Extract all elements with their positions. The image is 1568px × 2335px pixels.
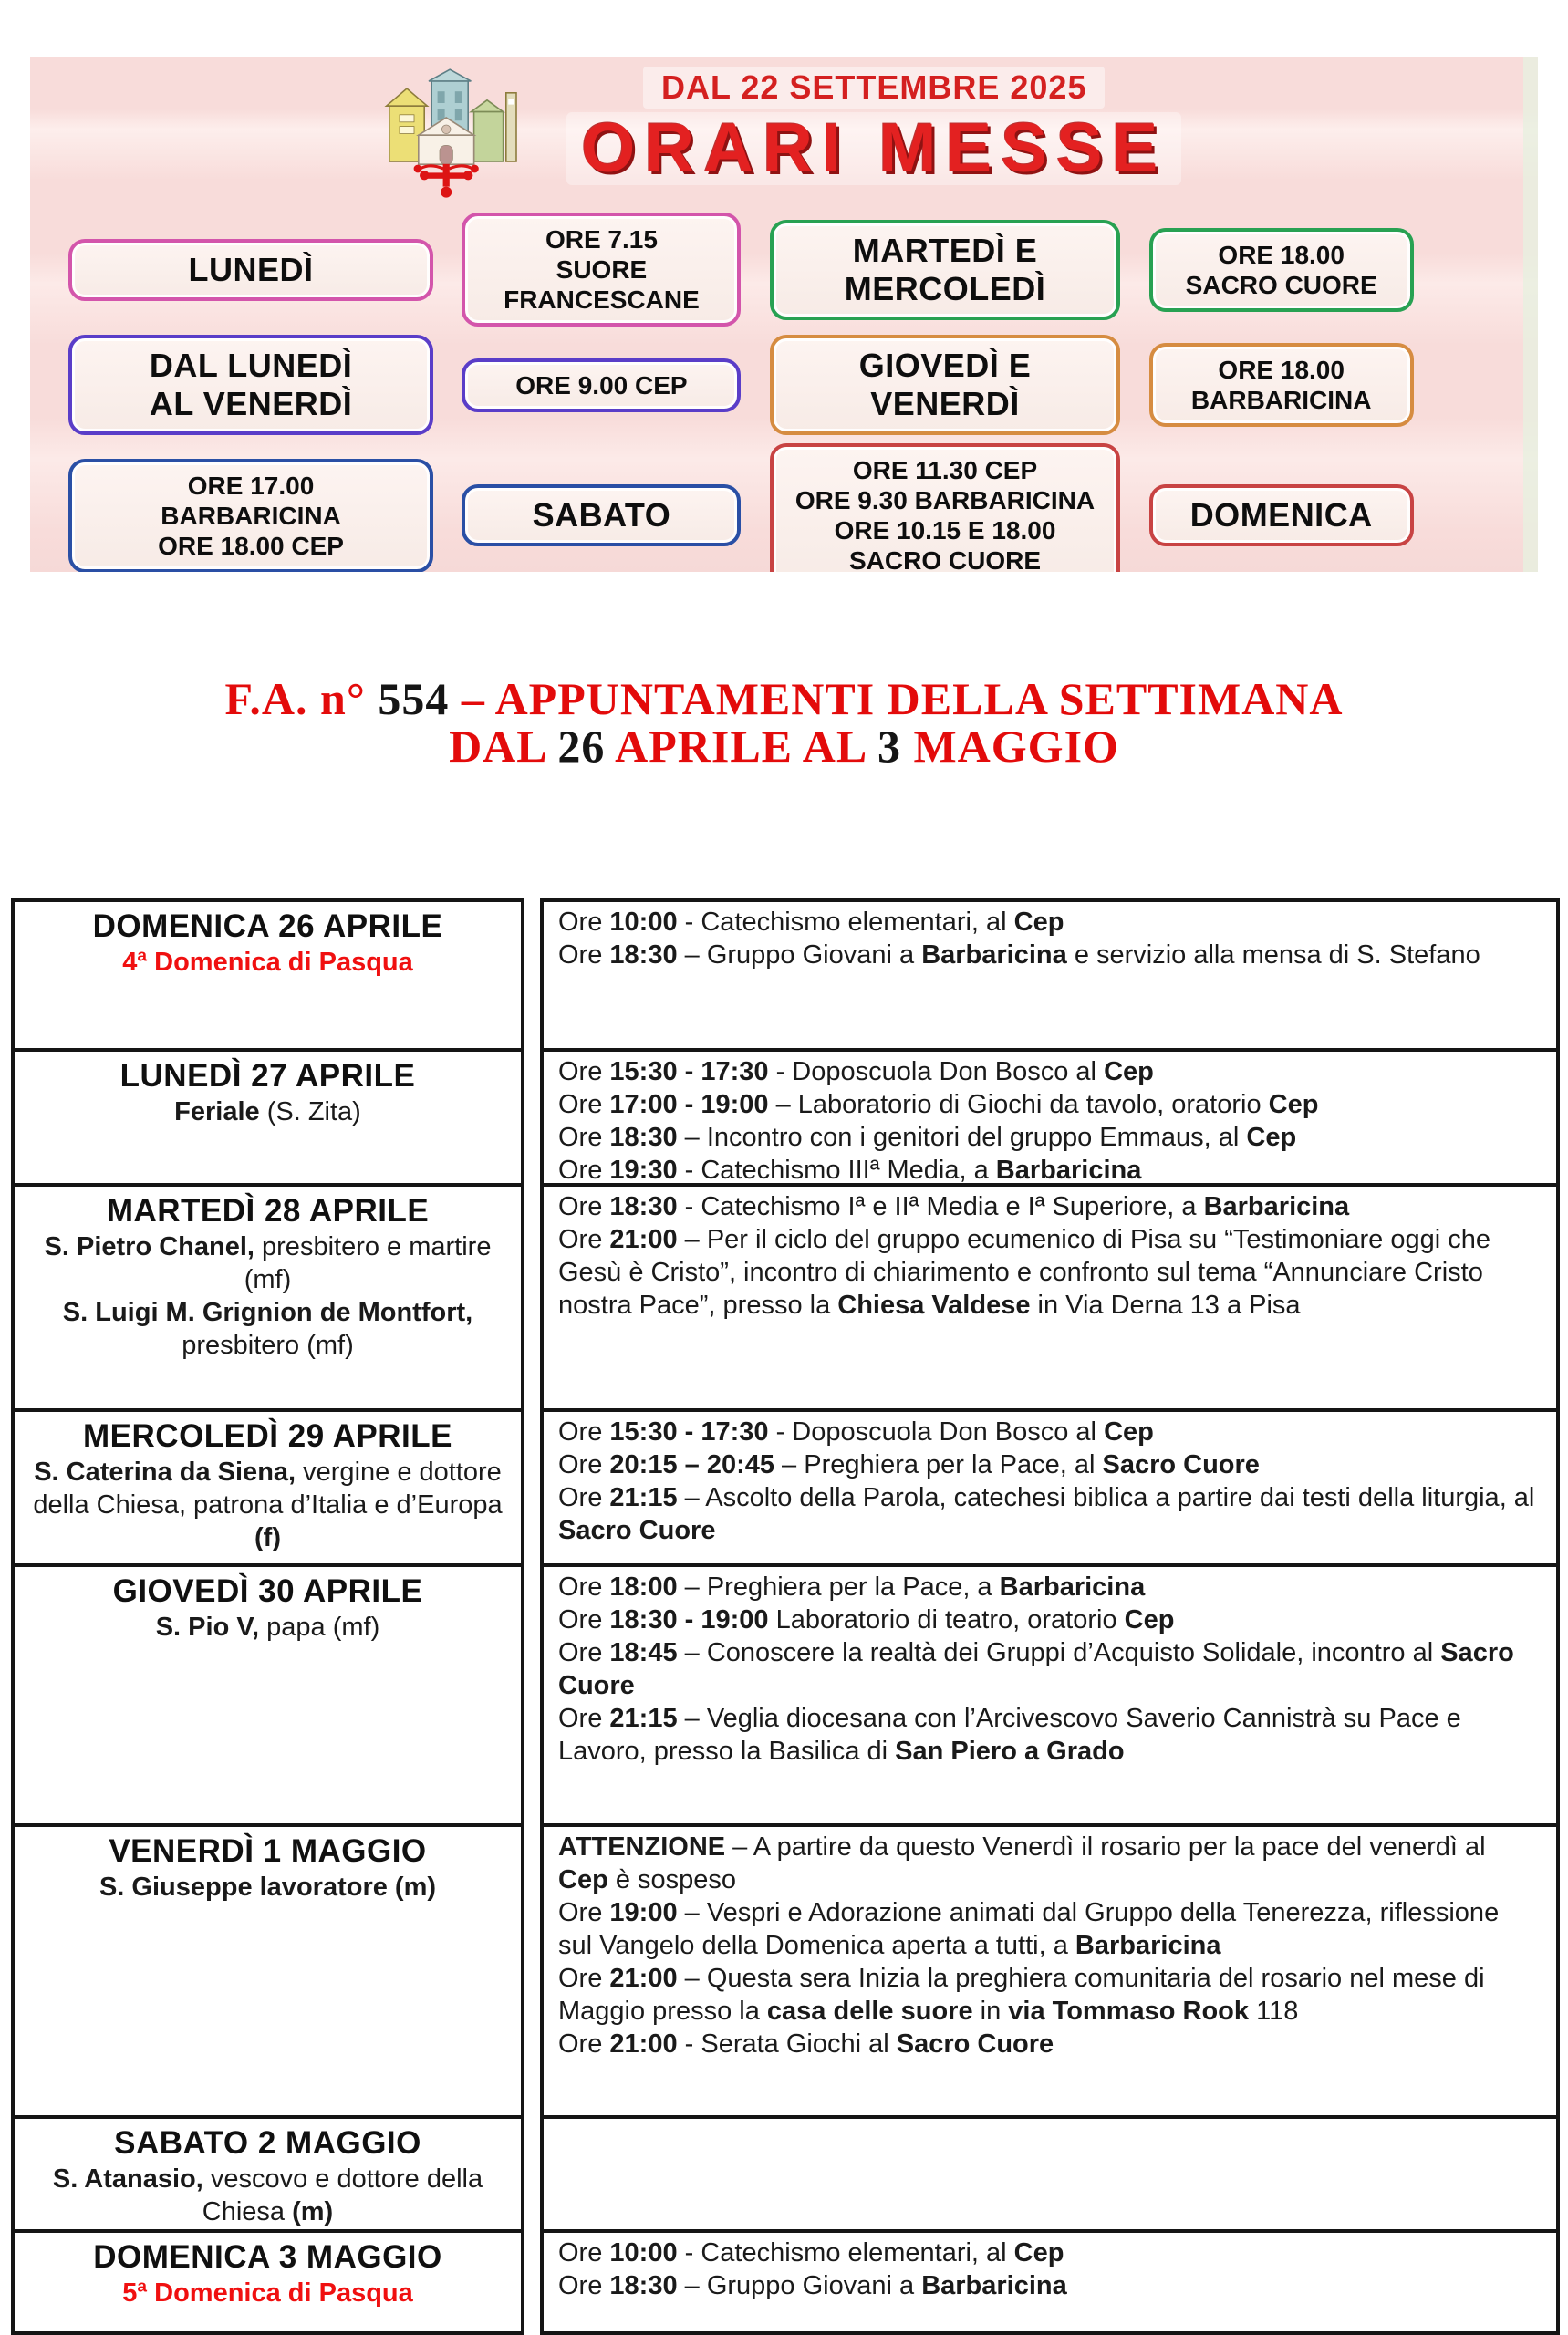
title-segment: 554	[378, 673, 450, 724]
day-cell	[15, 902, 521, 1048]
event-line: Ore 18:30 - 19:00 Laboratorio di teatro, oratorio Cep	[558, 1605, 1175, 1634]
mass-time-box	[462, 484, 741, 546]
event-line: Ore 21:15 – Ascolto della Parola, catechesi biblica a partire dai testi della liturgia, al Sacro Cuore	[558, 1483, 1535, 1545]
day-feast: S. Luigi M. Grignion de Montfort, presbitero (mf)	[62, 1298, 473, 1360]
event-line: Ore 15:30 - 17:30 - Doposcuola Don Bosco al Cep	[558, 1417, 1154, 1447]
churches-skyline-svg	[377, 67, 539, 205]
day-feast: Feriale (S. Zita)	[174, 1097, 361, 1126]
day-date: MERCOLEDÌ 29 APRILE	[83, 1418, 452, 1454]
mass-schedule-grid	[30, 205, 1538, 572]
event-line: Ore 19:00 – Vespri e Adorazione animati dal Gruppo della Tenerezza, riflessione sul Vangelo della Domenica aperta a tutti, a Barbaricina	[558, 1898, 1500, 1960]
churches-skyline-icon	[377, 67, 539, 210]
day-feast: 4ª Domenica di Pasqua	[122, 948, 413, 977]
mass-time-text: BARBARICINA	[1190, 386, 1372, 414]
mass-time-text: SUORE	[556, 255, 648, 284]
mass-time-text: SACRO CUORE	[1185, 270, 1377, 299]
day-cell	[15, 1408, 521, 1563]
mass-time-text: GIOVEDÌ E	[858, 347, 1032, 384]
masthead-top	[30, 57, 1538, 205]
event-line: Ore 19:30 - Catechismo IIIª Media, a Barbaricina	[558, 1156, 1142, 1183]
day-feast: S. Atanasio, vescovo e dottore della Chiesa (m)	[52, 2164, 483, 2226]
week-table-events-column	[540, 898, 1560, 2335]
day-date: GIOVEDÌ 30 APRILE	[112, 1573, 423, 1609]
day-date: DOMENICA 3 MAGGIO	[93, 2239, 442, 2275]
day-cell	[15, 1823, 521, 2115]
mass-time-box	[770, 220, 1120, 320]
mass-time-text: VENERDÌ	[870, 385, 1020, 422]
mass-time-text: ORE 7.15	[545, 225, 658, 254]
mass-time-text: BARBARICINA	[161, 501, 341, 530]
mass-time-text: ORE 10.15 E 18.00	[834, 516, 1056, 545]
events-cell	[544, 1048, 1556, 1183]
event-line: Ore 18:00 – Preghiera per la Pace, a Barbaricina	[558, 1572, 1146, 1602]
day-cell	[15, 1048, 521, 1183]
day-cell	[15, 2229, 521, 2331]
event-line: Ore 21:00 - Serata Giochi al Sacro Cuore	[558, 2029, 1054, 2059]
event-line: Ore 18:30 – Gruppo Giovani a Barbaricina e servizio alla mensa di S. Stefano	[558, 940, 1480, 970]
mass-time-text: SACRO CUORE	[848, 546, 1041, 572]
mass-time-text: ORE 18.00	[1218, 356, 1345, 384]
day-date: LUNEDÌ 27 APRILE	[119, 1058, 416, 1094]
title-segment: APRILE AL	[605, 721, 877, 772]
day-feast: 5ª Domenica di Pasqua	[122, 2278, 413, 2308]
mass-time-text: ORE 17.00	[187, 471, 315, 500]
event-line: Ore 21:15 – Veglia diocesana con l’Arcivescovo Saverio Cannistrà su Pace e Lavoro, presso la Basilica di San Piero a Grado	[558, 1704, 1461, 1766]
day-feast: S. Pietro Chanel, presbitero e martire (mf)	[44, 1232, 492, 1294]
mass-time-text: MERCOLEDÌ	[844, 269, 1046, 307]
mass-time-box	[462, 213, 741, 327]
masthead-date-line: DAL 22 SETTEMBRE 2025	[643, 67, 1105, 109]
events-cell	[544, 902, 1556, 1048]
event-line: Ore 21:00 – Questa sera Inizia la preghiera comunitaria del rosario nel mese di Maggio presso la casa delle suore in via Tommaso Rook 118	[558, 1964, 1485, 2026]
mass-time-text: FRANCESCANE	[504, 285, 700, 314]
mass-time-text: DOMENICA	[1189, 496, 1373, 534]
title-segment: 3	[877, 721, 901, 772]
mass-time-box	[770, 335, 1120, 435]
mass-time-text: ORE 11.30 CEP	[852, 456, 1038, 484]
day-date: DOMENICA 26 APRILE	[92, 908, 443, 944]
mass-time-text: ORE 18.00	[1218, 240, 1345, 269]
mass-time-text: DAL LUNEDÌ	[149, 347, 353, 384]
week-table-dates-column	[11, 898, 524, 2335]
newsletter-title-line2	[0, 722, 1568, 770]
event-line: Ore 21:00 – Per il ciclo del gruppo ecumenico di Pisa su “Testimoniare oggi che Gesù è Cristo”, incontro di chiarimento e confronto sul tema “Annunciare Cristo nostra Pace”, presso la Chiesa Valdese in Via Derna 13 a Pisa	[558, 1225, 1490, 1320]
events-cell	[544, 2229, 1556, 2331]
day-feast: S. Caterina da Siena, vergine e dottore della Chiesa, patrona d’Italia e d’Europa (f)	[33, 1458, 503, 1552]
events-cell	[544, 2115, 1556, 2229]
mass-time-text: LUNEDÌ	[188, 250, 314, 288]
mass-time-text: MARTEDÌ E	[852, 231, 1038, 269]
mass-time-box	[462, 358, 741, 412]
title-segment: DAL	[449, 721, 558, 772]
day-date: SABATO 2 MAGGIO	[114, 2125, 421, 2161]
mass-time-box	[68, 335, 433, 435]
day-feast: S. Giuseppe lavoratore (m)	[99, 1873, 437, 1902]
event-line: Ore 18:30 – Gruppo Giovani a Barbaricina	[558, 2271, 1067, 2300]
newsletter-title	[0, 675, 1568, 770]
event-line: Ore 18:45 – Conoscere la realtà dei Gruppi d’Acquisto Solidale, incontro al Sacro Cuore	[558, 1638, 1514, 1700]
day-date: VENERDÌ 1 MAGGIO	[109, 1833, 427, 1869]
masthead-banner	[30, 57, 1538, 572]
day-cell	[15, 2115, 521, 2229]
title-segment: – APPUNTAMENTI DELLA SETTIMANA	[449, 673, 1344, 724]
events-cell	[544, 1563, 1556, 1823]
mass-time-text: AL VENERDÌ	[149, 385, 353, 422]
day-date: MARTEDÌ 28 APRILE	[106, 1193, 430, 1229]
event-line: Ore 10:00 - Catechismo elementari, al Cep	[558, 2238, 1064, 2268]
day-cell	[15, 1563, 521, 1823]
mass-time-box	[1149, 343, 1414, 427]
mass-time-box	[1149, 484, 1414, 546]
events-cell	[544, 1408, 1556, 1563]
event-line: Ore 20:15 – 20:45 – Preghiera per la Pace, al Sacro Cuore	[558, 1450, 1260, 1479]
event-line: Ore 15:30 - 17:30 - Doposcuola Don Bosco al Cep	[558, 1057, 1154, 1086]
title-segment: F.A. n°	[224, 673, 379, 724]
event-line: Ore 10:00 - Catechismo elementari, al Cep	[558, 908, 1064, 937]
event-line: ATTENZIONE – A partire da questo Venerdì il rosario per la pace del venerdì al Cep è sospeso	[558, 1832, 1486, 1894]
newsletter-title-line1	[0, 675, 1568, 722]
mass-time-box	[770, 443, 1120, 572]
title-segment: MAGGIO	[900, 721, 1119, 772]
event-line: Ore 18:30 – Incontro con i genitori del gruppo Emmaus, al Cep	[558, 1123, 1297, 1152]
mass-time-text: ORE 18.00 CEP	[158, 531, 344, 560]
mass-time-box	[68, 459, 433, 573]
day-feast: S. Pio V, papa (mf)	[155, 1613, 380, 1642]
title-segment: 26	[557, 721, 606, 772]
mass-time-text: ORE 9.30 BARBARICINA	[794, 486, 1096, 514]
mass-time-box	[68, 239, 433, 301]
event-line: Ore 18:30 - Catechismo Iª e IIª Media e Iª Superiore, a Barbaricina	[558, 1192, 1350, 1221]
events-cell	[544, 1183, 1556, 1408]
day-cell	[15, 1183, 521, 1408]
masthead-titles	[566, 67, 1181, 185]
mass-time-box	[1149, 228, 1414, 312]
mass-time-text: ORE 9.00 CEP	[515, 370, 688, 400]
masthead-title: ORARI MESSE	[566, 112, 1181, 185]
events-cell	[544, 1823, 1556, 2115]
event-line: Ore 17:00 - 19:00 – Laboratorio di Giochi da tavolo, oratorio Cep	[558, 1090, 1319, 1119]
mass-time-text: SABATO	[532, 496, 671, 534]
